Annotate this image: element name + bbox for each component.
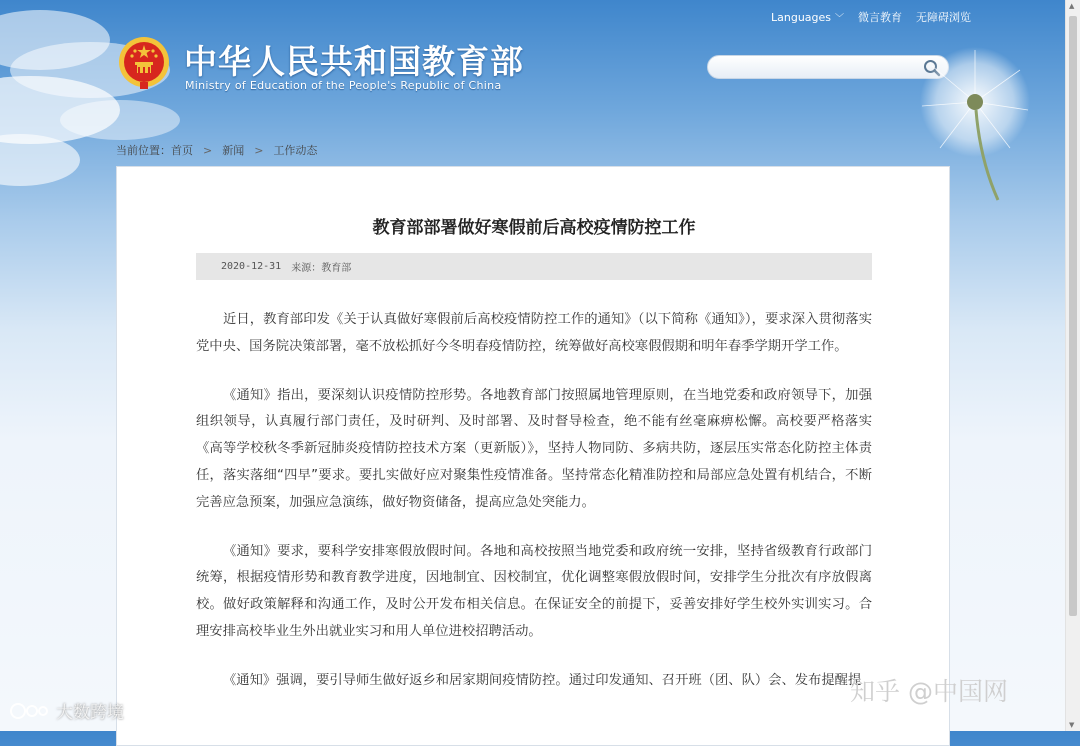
article-paragraph: 《通知》要求，要科学安排寒假放假时间。各地和高校按照当地党委和政府统一安排，坚持省级教育行政部门统筹，根据疫情形势和教育教学进度，因地制宜、因校制宜，优化调整寒假放假时间，安排学生分批次有序放假离校。做好政策解释和沟通工作，及时公开发布相关信息。在保证安全的前提下，妥善安排好学生校外实训实习。合理安排高校毕业生外出就业实习和用人单位进校招聘活动。 bbox=[196, 543, 872, 639]
languages-label: Languages bbox=[771, 10, 832, 24]
accessible-browsing-link[interactable]: 无障碍浏览 bbox=[916, 11, 972, 24]
breadcrumb-item-home[interactable]: 首页 bbox=[171, 144, 193, 157]
breadcrumb-item-news[interactable]: 新闻 bbox=[222, 144, 245, 157]
top-links bbox=[771, 9, 971, 25]
article-date: 2020-12-31 bbox=[221, 261, 282, 272]
article-panel bbox=[116, 166, 950, 746]
breadcrumb-item-work-updates[interactable]: 工作动态 bbox=[273, 144, 318, 157]
article-paragraph: 《通知》指出，要深刻认识疫情防控形势。各地教育部门按照属地管理原则，在当地党委和政府领导下，加强组织领导，认真履行部门责任，及时研判、及时部署、及时督导检查，绝不能有丝毫麻痹松懈。高校要严格落实《高等学校秋冬季新冠肺炎疫情防控技术方案（更新版）》，坚持人物同防、多病共防，逐层压实常态化防控主体责任，落实落细“四早”要求。要扎实做好应对聚集性疫情准备。坚持常态化精准防控和局部应急处置有机结合，不断完善应急预案，加强应急演练，做好物资储备，提高应急处突能力。 bbox=[196, 387, 872, 510]
scroll-down-icon[interactable]: ▼ bbox=[1069, 721, 1075, 729]
article-title: 教育部部署做好寒假前后高校疫情防控工作 bbox=[372, 218, 696, 238]
article-meta bbox=[196, 253, 872, 280]
scroll-up-icon[interactable]: ▲ bbox=[1069, 2, 1075, 10]
article-body bbox=[196, 307, 872, 717]
chevron-right-icon: > bbox=[254, 143, 264, 157]
watermark-logo-icon bbox=[8, 701, 52, 721]
languages-dropdown[interactable] bbox=[771, 11, 844, 24]
scrollbar-thumb[interactable] bbox=[1069, 16, 1077, 616]
search-input[interactable] bbox=[718, 59, 922, 77]
article-source: 来源：教育部 bbox=[291, 263, 352, 274]
breadcrumb bbox=[116, 142, 317, 158]
zhihu-watermark: 知乎 @中国网 bbox=[850, 677, 1008, 706]
weibo-link[interactable]: 微言教育 bbox=[858, 11, 903, 24]
article-paragraph: 《通知》强调，要引导师生做好返乡和居家期间疫情防控。通过印发通知、召开班（团、队）会、发布提醒提 bbox=[223, 672, 862, 688]
chevron-down-icon: ﹀ bbox=[835, 13, 845, 24]
article-paragraph: 近日，教育部印发《关于认真做好寒假前后高校疫情防控工作的通知》（以下简称《通知》），要求深入贯彻落实党中央、国务院决策部署，毫不放松抓好今冬明春疫情防控，统筹做好高校寒假假期和明年春季学期开学工作。 bbox=[196, 312, 872, 354]
left-watermark-text: 大数跨境 bbox=[56, 703, 124, 723]
left-watermark bbox=[8, 698, 124, 723]
national-emblem-icon bbox=[118, 36, 170, 90]
breadcrumb-prefix: 当前位置： bbox=[116, 144, 171, 157]
page-scrollbar[interactable] bbox=[1065, 0, 1080, 731]
site-subtitle: Ministry of Education of the People's Republic of China bbox=[185, 79, 502, 92]
site-title[interactable]: 中华人民共和国教育部 bbox=[184, 42, 524, 81]
chevron-right-icon: > bbox=[203, 143, 213, 157]
